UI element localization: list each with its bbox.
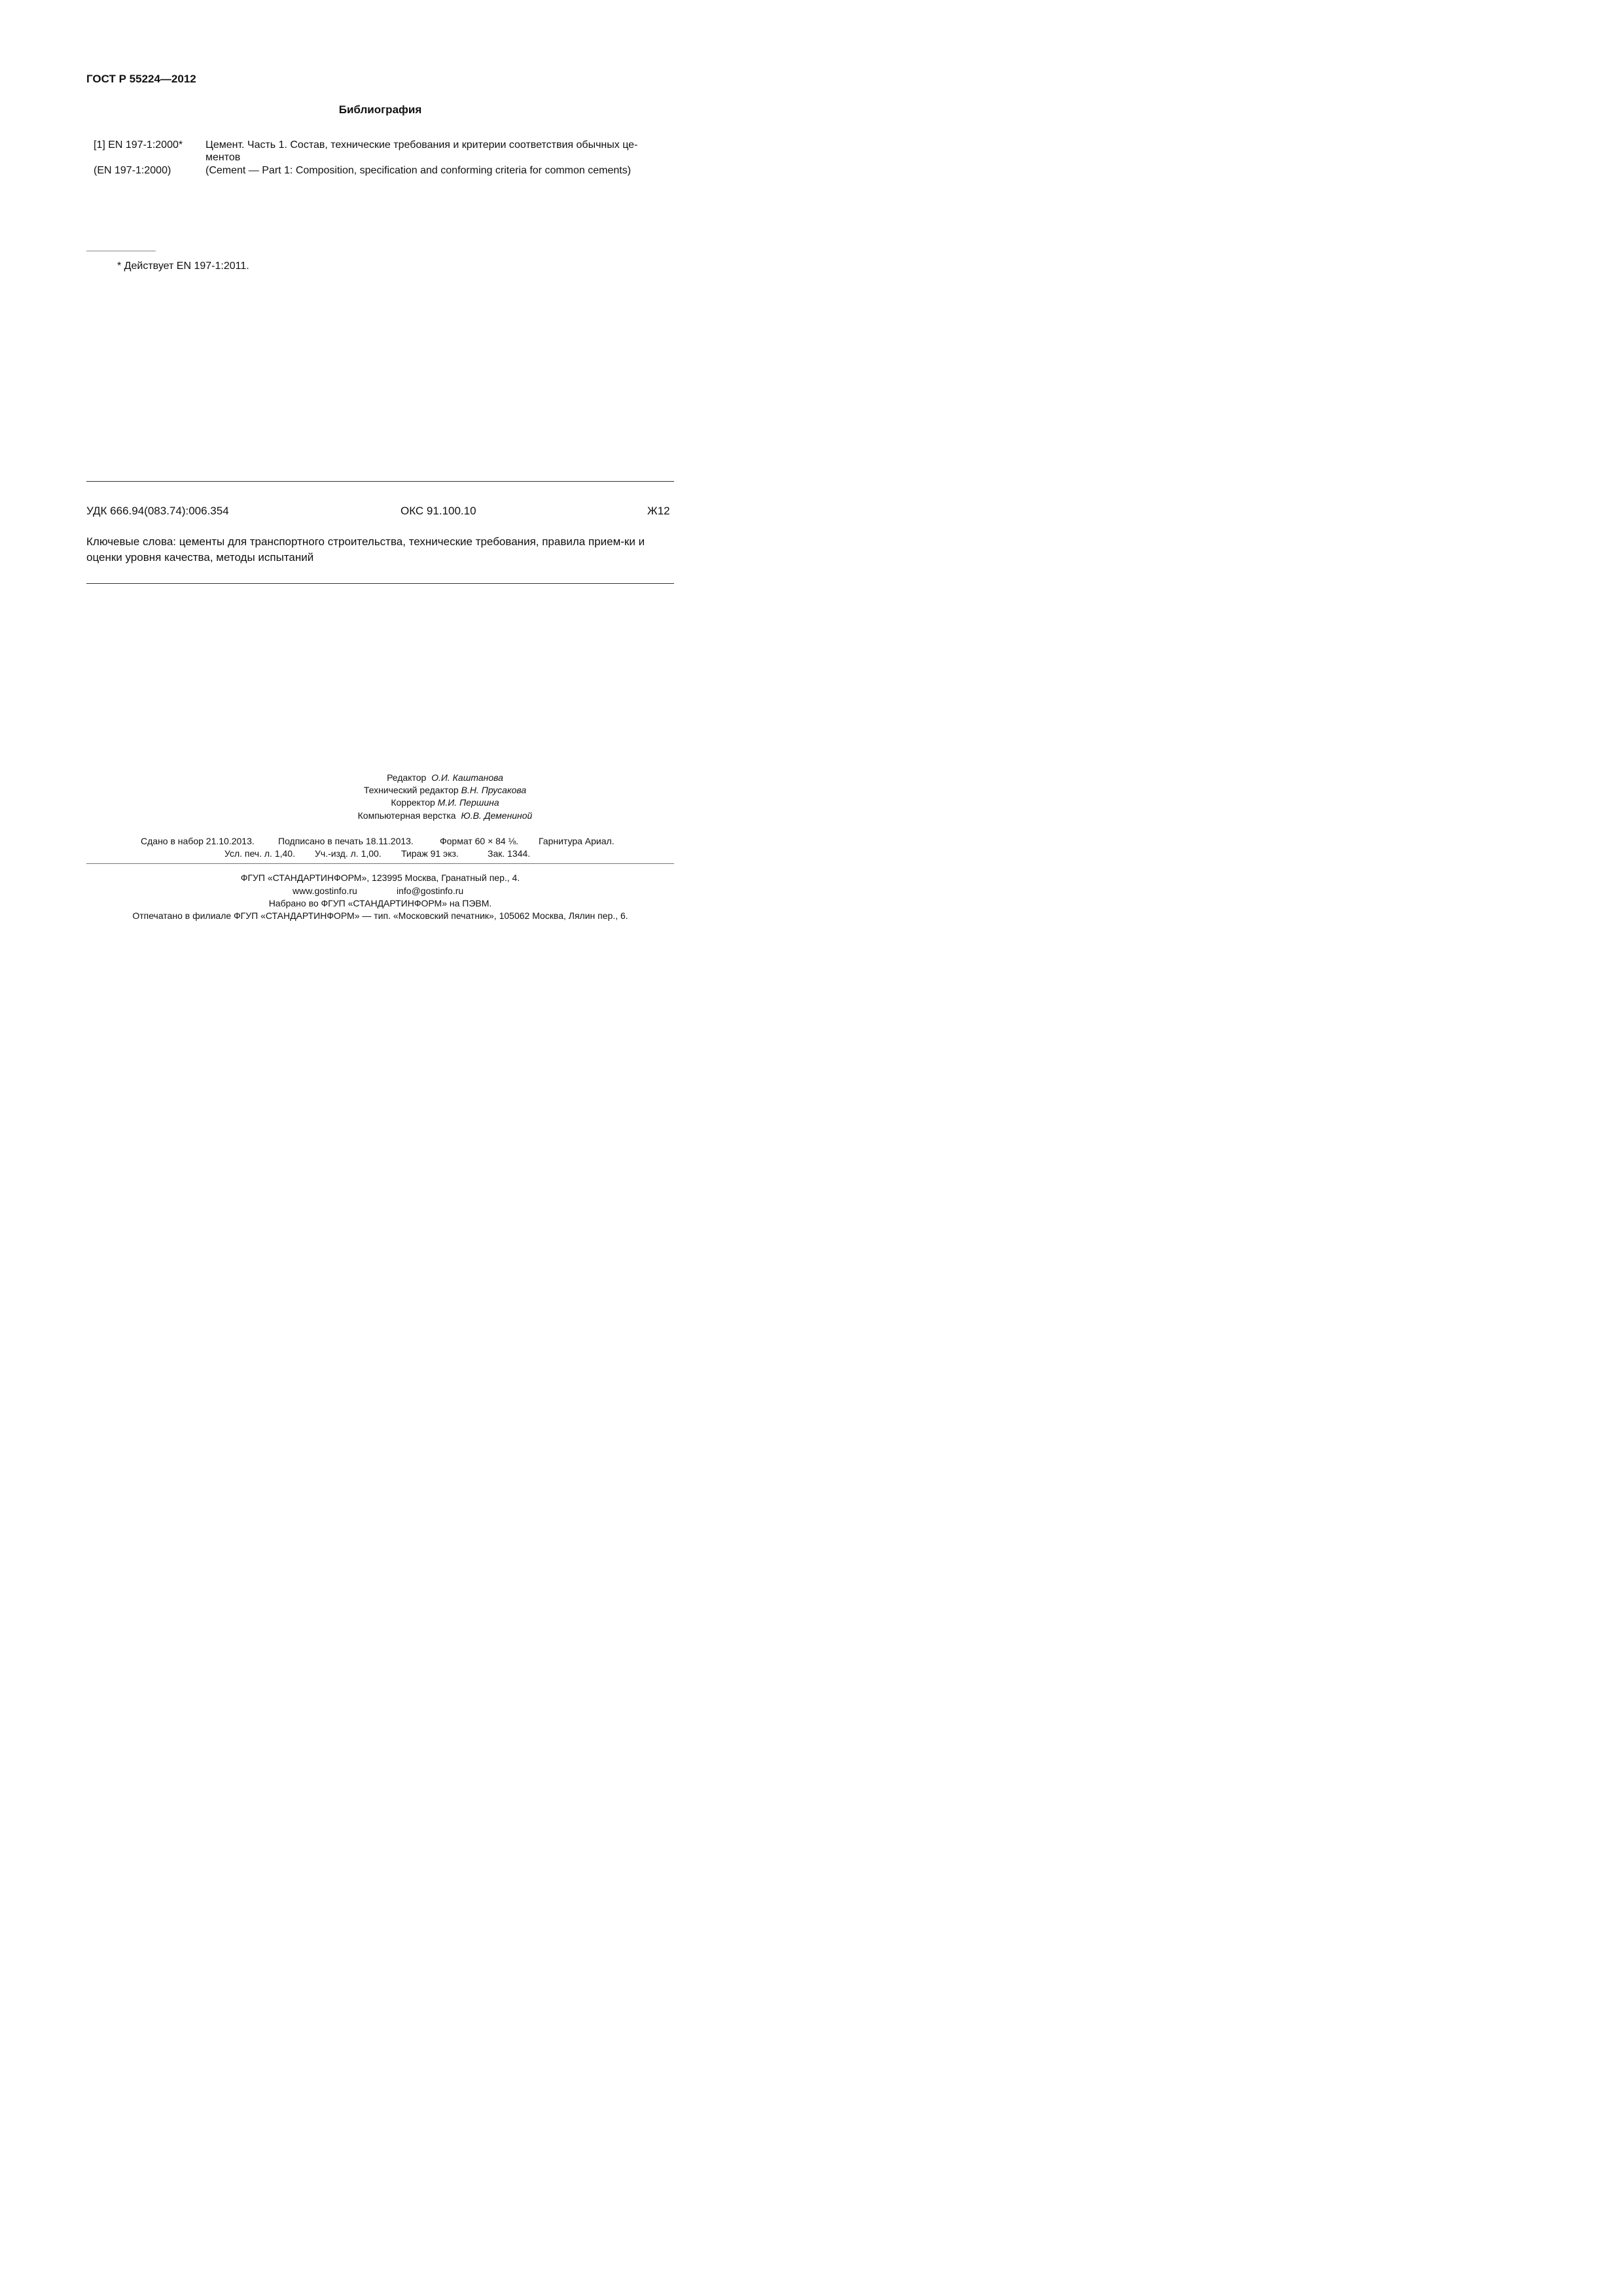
print-submitted: Сдано в набор 21.10.2013. xyxy=(141,836,255,846)
bibliography-title: Библиография xyxy=(338,103,422,116)
print-format: Формат 60 × 84 ⅛. xyxy=(440,836,519,846)
bib-orig-ref-1: (EN 197-1:2000) xyxy=(94,165,171,176)
staff-role: Корректор xyxy=(391,797,435,808)
keywords: Ключевые слова: цементы для транспортного строительства, технические требования, правила прием-ки и оценки уровня качества, методы испытаний xyxy=(86,535,645,564)
staff-role: Компьютерная верстка xyxy=(357,810,456,821)
publisher-address: ФГУП «СТАНДАРТИНФОРМ», 123995 Москва, Гранатный пер., 4. xyxy=(240,872,520,883)
divider-top xyxy=(86,481,674,482)
staff-tech-editor xyxy=(196,785,694,795)
staff-name: О.И. Каштанова xyxy=(431,772,503,783)
staff-name: М.И. Першина xyxy=(437,797,499,808)
staff-name: В.Н. Прусакова xyxy=(461,785,527,795)
bib-text-1-line1: Цемент. Часть 1. Состав, технические требования и критерии соответствия обычных це- xyxy=(205,139,638,151)
print-font: Гарнитура Ариал. xyxy=(539,836,615,846)
bib-ref-1: [1] EN 197-1:2000* xyxy=(94,139,183,151)
udk-code: УДК 666.94(083.74):006.354 xyxy=(86,505,229,517)
staff-role: Технический редактор xyxy=(363,785,459,795)
publisher-typeset: Набрано во ФГУП «СТАНДАРТИНФОРМ» на ПЭВМ. xyxy=(268,898,492,908)
print-sheets: Усл. печ. л. 1,40. xyxy=(224,848,295,859)
print-order: Зак. 1344. xyxy=(488,848,531,859)
publisher-email: info@gostinfo.ru xyxy=(397,886,464,896)
divider-keywords xyxy=(86,583,674,584)
footnote: * Действует EN 197-1:2011. xyxy=(117,260,249,272)
divider-publisher xyxy=(86,863,674,864)
staff-role: Редактор xyxy=(387,772,427,783)
publisher-website: www.gostinfo.ru xyxy=(293,886,357,896)
print-signed: Подписано в печать 18.11.2013. xyxy=(278,836,414,846)
print-circulation: Тираж 91 экз. xyxy=(401,848,459,859)
staff-proofreader xyxy=(196,797,694,808)
staff-name: Ю.В. Демениной xyxy=(461,810,533,821)
print-pub-sheets: Уч.-изд. л. 1,00. xyxy=(315,848,382,859)
classification-code: Ж12 xyxy=(647,505,670,517)
staff-layout xyxy=(196,810,694,821)
document-number: ГОСТ Р 55224—2012 xyxy=(86,73,196,85)
bib-orig-text-1: (Cement — Part 1: Composition, specification and conforming criteria for common cements) xyxy=(205,165,632,176)
publisher-printed: Отпечатано в филиале ФГУП «СТАНДАРТИНФОРМ» — тип. «Московский печатник», 105062 Москва, Лялин пер., 6. xyxy=(132,910,628,921)
staff-editor xyxy=(196,772,694,783)
bib-text-1-line2: ментов xyxy=(205,152,241,163)
oks-code: ОКС 91.100.10 xyxy=(401,505,476,517)
